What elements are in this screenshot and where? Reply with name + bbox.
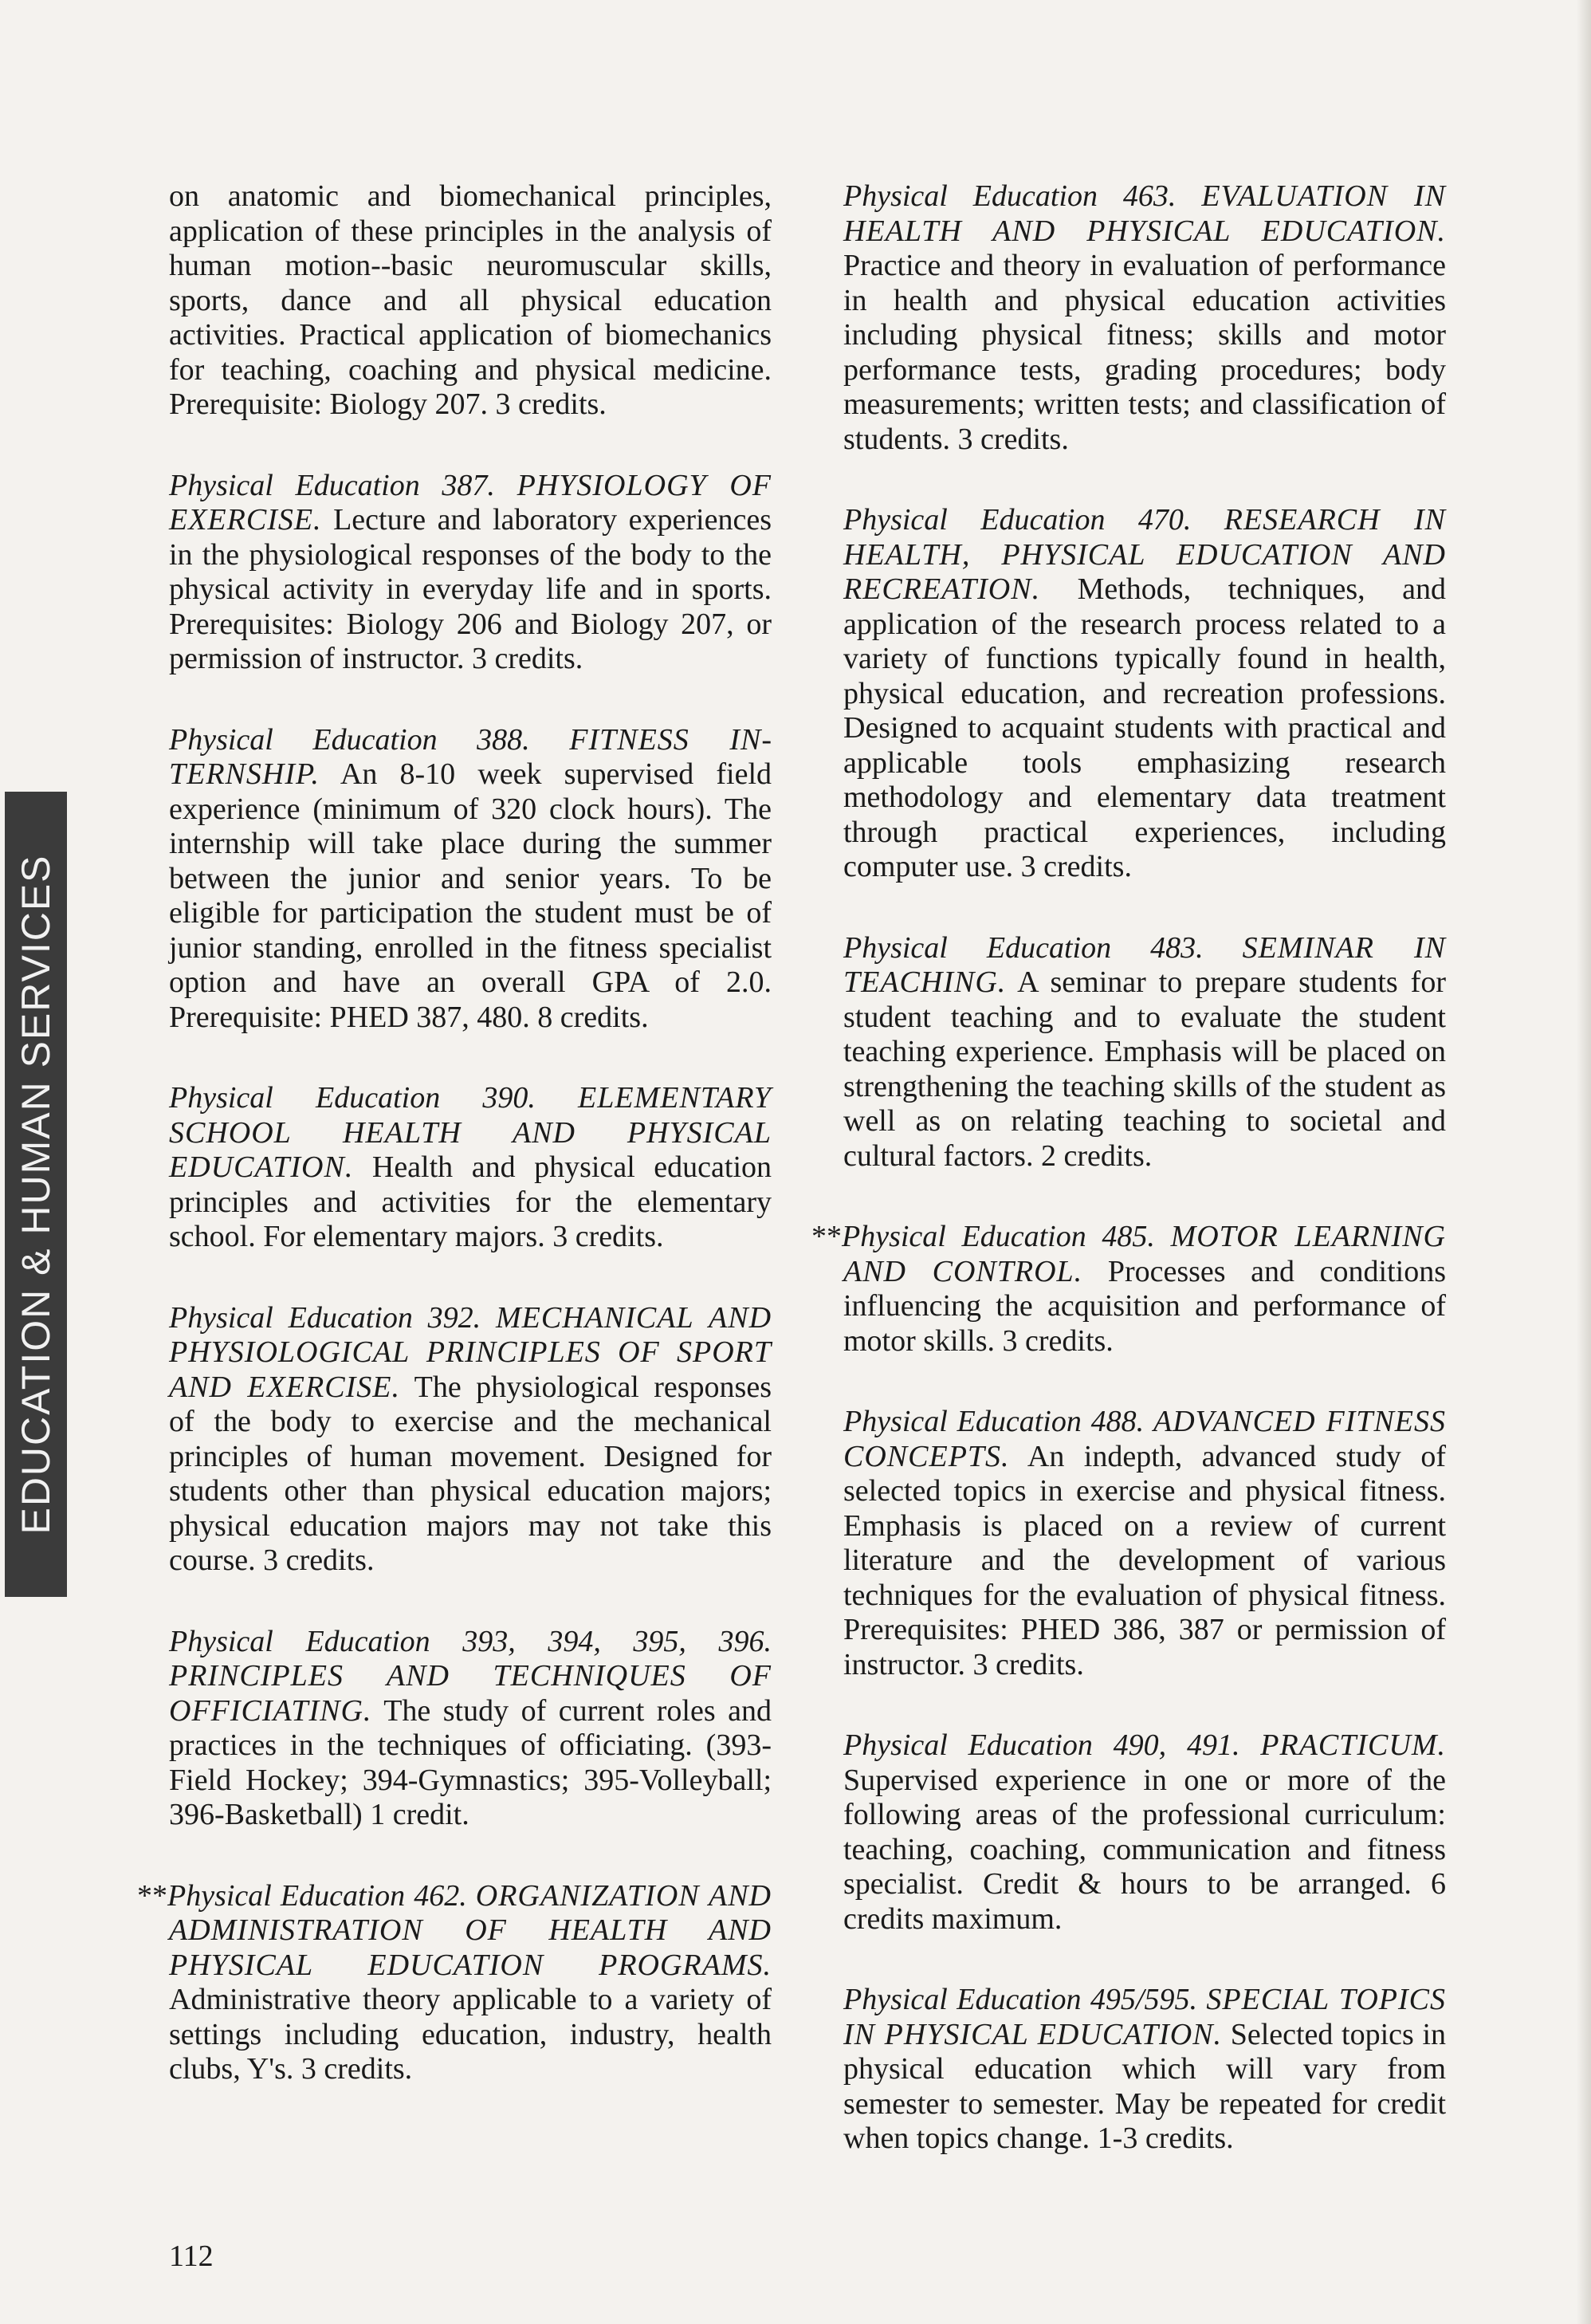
course-entry [169, 1625, 772, 1833]
course-title: ELEMENTARY SCHOOL HEALTH AND PHYSICAL EDUCATION. [169, 1081, 772, 1184]
page-number: 112 [169, 2239, 214, 2273]
course-description: An indepth, advanced study of selected topics in exercise and physical fitness. Emphasis is placed on a review of current literature and the development of various techniques for the evaluation of physical fitness. Prerequisites: PHED 386, 387 or permission of instructor. 3 credits. [843, 1439, 1447, 1681]
course-description: Processes and conditions influencing the acquisition and performance of motor skills. 3 credits. [843, 1254, 1446, 1358]
course-code: Physical Education 390. [169, 1081, 536, 1115]
course-entry [169, 1301, 772, 1579]
course-code: Physical Education 470. [843, 503, 1192, 537]
course-entry [843, 1405, 1446, 1682]
course-code: Physical Education 463. [843, 179, 1177, 213]
course-entry [843, 503, 1446, 885]
course-code: Physical Education 485. [842, 1220, 1155, 1253]
course-code: Physical Education 495/595. [843, 1983, 1197, 2016]
course-entry [169, 179, 772, 423]
section-side-tab-label: EDUCATION & HUMAN SERVICES [14, 854, 58, 1535]
course-description: Lecture and laboratory experiences in the physiological responses of the body to the physical activity in everyday life and in sports. Prerequisites: Biology 206 and Biology 207, or permission of instructor. 3 credits. [169, 503, 772, 675]
course-description: Supervised experience in one or more of the following areas of the professional curriculum: teaching, coaching, communication and fitness specialist. Credit & hours to be arranged. 6 credits maximum. [843, 1763, 1446, 1936]
course-title: FITNESS INTERNSHIP. [169, 722, 772, 791]
course-entry [169, 723, 772, 1036]
course-description: A seminar to prepare students for student teaching and to evaluate the student teaching experience. Emphasis will be placed on strengthening the teaching skills of the student as well as on relating teaching to societal and cultural factors. 2 credits. [843, 965, 1446, 1173]
course-code: Physical Education 488. [843, 1405, 1145, 1438]
course-title: MOTOR LEARNING AND CONTROL. [843, 1220, 1446, 1288]
course-code: Physical Education 393, 394, 395, 396. [169, 1624, 772, 1658]
course-description: The study of current roles and practices in the techniques of officiating. (393-Field Hockey; 394-Gymnastics; 395-Volleyball; 396-Basketball) 1 credit. [169, 1693, 772, 1831]
course-code: Physical Education 462. [167, 1878, 467, 1913]
course-entry [843, 1983, 1446, 2157]
course-entry [169, 1081, 772, 1255]
course-code: Physical Education 483. [843, 930, 1204, 965]
course-entry [843, 179, 1446, 457]
course-marker: ** [137, 1878, 167, 1913]
course-title: ADVANCED FITNESS CONCEPTS. [843, 1405, 1446, 1473]
course-entry [137, 1878, 772, 2087]
course-description: Selected topics in physical education which will vary from semester to semester. May be repeated for credit when topics change. 1-3 credits. [843, 2017, 1446, 2155]
course-description: Administrative theory applicable to a variety of settings including education, industry, health clubs, Y's. 3 credits. [169, 1983, 772, 2086]
course-title: PRINCIPLES AND TECHNIQUES OF OFFICIATING. [169, 1659, 772, 1728]
course-entry [843, 931, 1446, 1174]
course-entry [843, 1728, 1446, 1937]
course-title: PRACTICUM. [1260, 1728, 1446, 1762]
course-description: Practice and theory in evaluation of performance in health and physical education activities including physical fitness; skills and motor performance tests, grading procedures; body measurements; written tests; and classification of students. 3 credits. [843, 249, 1446, 456]
course-description: An 8-10 week supervised field experience (minimum of 320 clock hours). The internship will take place during the summer between the junior and senior years. To be eligible for participation the student must be of junior standing, enrolled in the fitness specialist option and have an overall GPA of 2.0. Prerequisite: PHED 387, 480. 8 credits. [169, 757, 772, 1034]
right-column [811, 179, 1447, 2203]
course-title: EVALUATION IN HEALTH AND PHYSICAL EDUCATION. [843, 179, 1446, 248]
course-code: Physical Education 388. [169, 722, 530, 757]
left-column [137, 179, 772, 2133]
course-entry [169, 469, 772, 677]
course-code: Physical Education 490, 491. [843, 1728, 1240, 1762]
course-title: PHYSIOLOGY OF EXERCISE. [169, 468, 772, 537]
course-marker: ** [811, 1220, 842, 1253]
course-title: MECHANICAL AND PHYSIOLOGICAL PRINCIPLES OF SPORT AND EXERCISE. [169, 1300, 772, 1404]
course-code: Physical Education 392. [169, 1300, 481, 1335]
course-title: RESEARCH IN HEALTH, PHYSICAL EDUCATION AND RECREATION. [843, 503, 1446, 606]
course-code: Physical Education 387. [169, 468, 495, 502]
course-title: SEMINAR IN TEACHING. [843, 930, 1447, 999]
course-title: ORGANIZATION AND ADMINISTRATION OF HEALTH AND PHYSICAL EDUCATION PROGRAMS. [169, 1878, 772, 1982]
course-entry [811, 1220, 1446, 1359]
course-title: SPECIAL TOPICS IN PHYSICAL EDUCATION. [843, 1983, 1447, 2051]
page-spine-shadow [1577, 0, 1591, 2324]
course-description: The physiological responses of the body to exercise and the mechanical principles of human movement. Designed for students other than physical education majors; physical education majors may not take this course. 3 credits. [169, 1370, 772, 1577]
course-description: on anatomic and biomechanical principles, application of these principles in the analysis of human motion--basic neuromuscular skills, sports, dance and all physical education activities. Practical application of biomechanics for teaching, coaching and physical medicine. Prerequisite: Biology 207. 3 credits. [169, 179, 772, 421]
course-description: Health and physical education principles and activities for the elementary school. For elementary majors. 3 credits. [169, 1150, 772, 1253]
course-description: Methods, techniques, and application of the research process related to a variety of functions typically found in health, physical education, and recreation professions. Designed to acquaint students with practical and applicable tools emphasizing research methodology and elementary data treatment through practical experiences, including computer use. 3 credits. [843, 572, 1446, 883]
section-side-tab [5, 792, 67, 1597]
